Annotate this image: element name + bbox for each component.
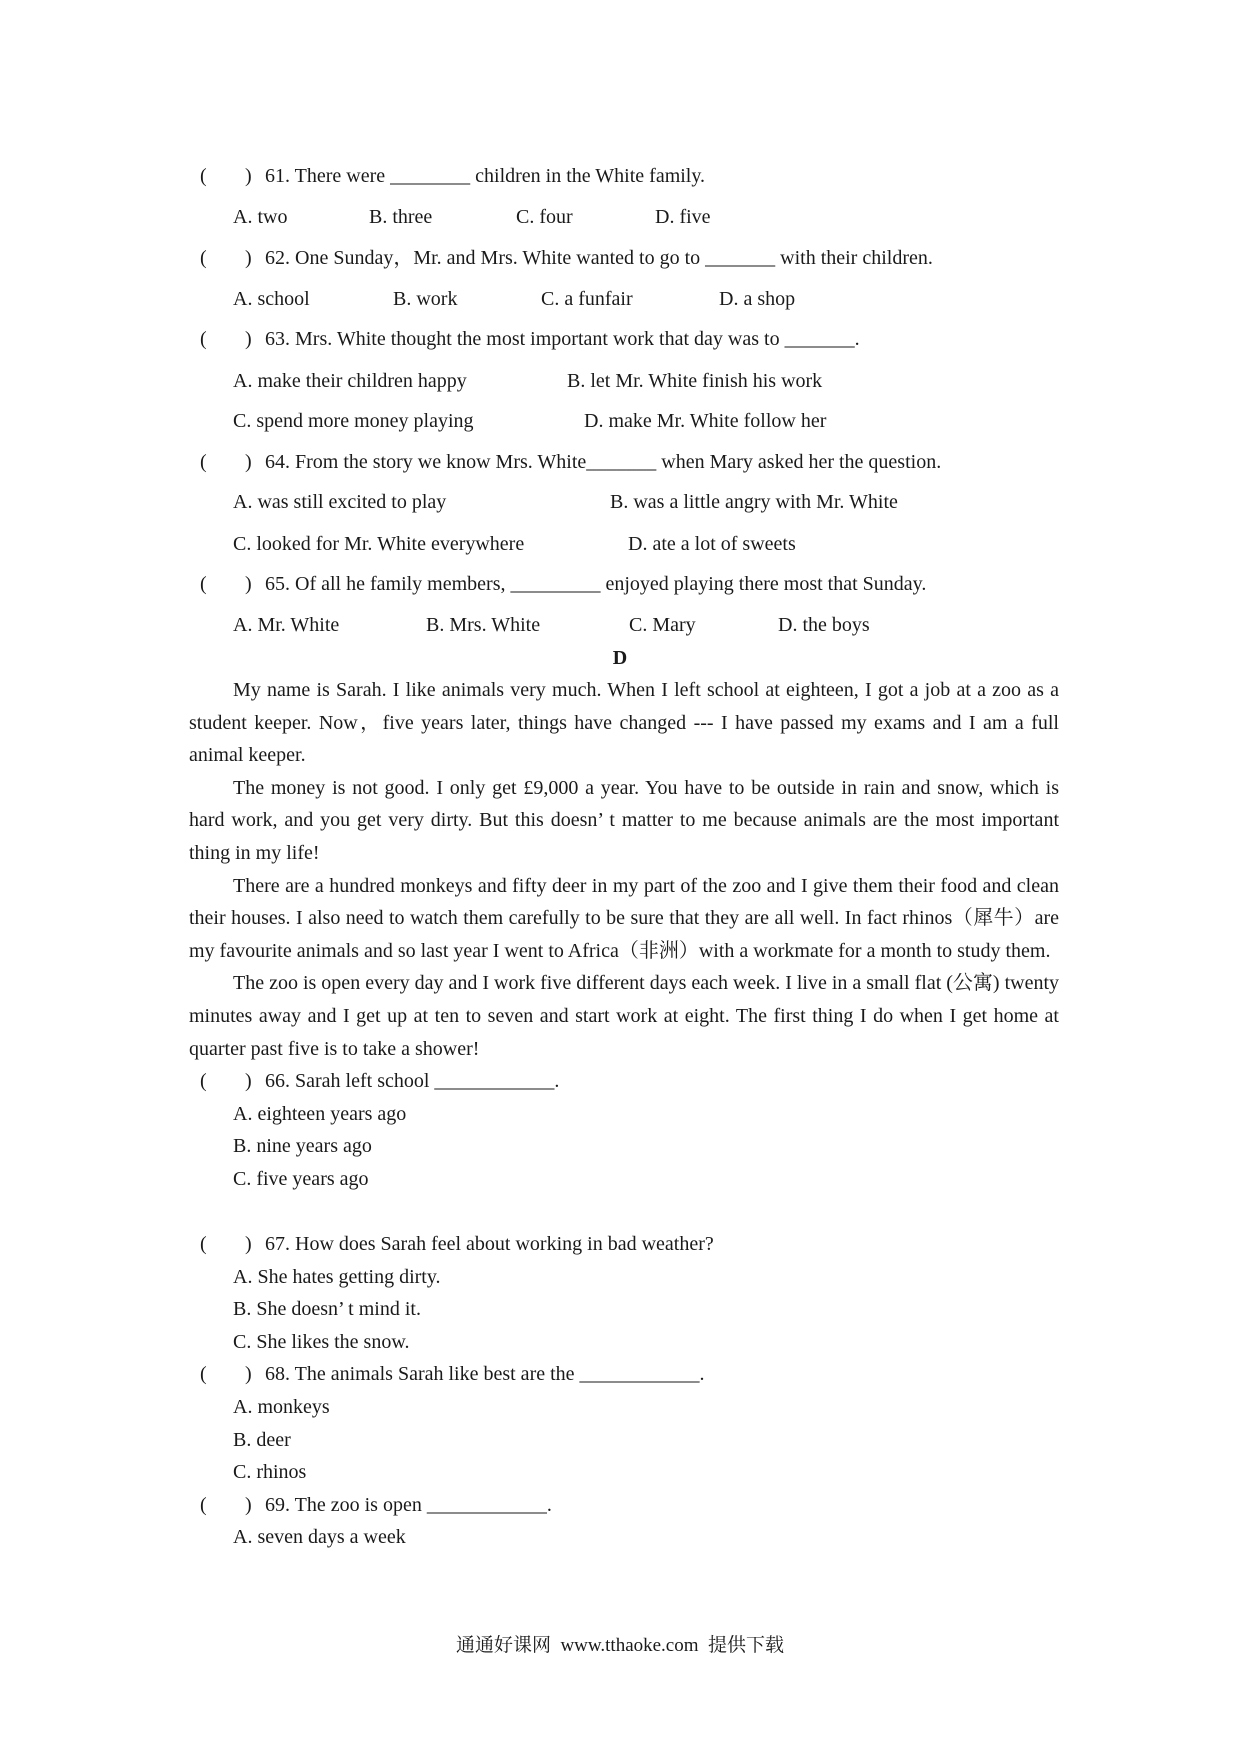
option-b: B. let Mr. White finish his work <box>567 370 823 392</box>
question-64 <box>0 446 1240 478</box>
spacer <box>189 1196 1059 1229</box>
question-number: 68. <box>265 1363 290 1386</box>
answer-bracket-close: ) <box>245 1493 252 1516</box>
option-d: D. make Mr. White follow her <box>584 410 827 432</box>
question-69 <box>189 1489 1059 1522</box>
question-text <box>265 568 926 600</box>
option-d: D. five <box>655 206 711 228</box>
passage-paragraph: My name is Sarah. I like animals very much. When I left school at eighteen, I got a job at a zoo as a student keeper. Now，five years later, things have changed --- I have passed my exams and I am a full animal keeper. <box>189 679 1059 767</box>
option-d: D. a shop <box>719 288 796 310</box>
question-text <box>265 1228 714 1261</box>
option-d: D. ate a lot of sweets <box>628 533 796 555</box>
option-a: A. eighteen years ago <box>233 1102 407 1125</box>
question-text <box>265 323 860 355</box>
section-heading: D <box>612 647 628 669</box>
answer-bracket-open: ( <box>200 451 207 473</box>
question-stem: From the story we know Mrs. White_______ when Mary asked her the question. <box>295 451 942 473</box>
option-b: B. was a little angry with Mr. White <box>610 491 898 513</box>
option-c: C. a funfair <box>541 288 633 310</box>
question-63 <box>0 323 1240 355</box>
option-b: B. work <box>393 288 458 310</box>
answer-bracket-close: ) <box>245 247 252 269</box>
option-c: C. Mary <box>629 614 696 636</box>
question-stem: There were ________ children in the White family. <box>294 165 706 187</box>
options-62 <box>0 283 1240 315</box>
answer-bracket-close: ) <box>245 451 252 473</box>
answer-bracket-close: ) <box>245 165 252 187</box>
question-number: 62. <box>265 247 290 269</box>
question-stem: The zoo is open ____________. <box>294 1493 552 1516</box>
answer-bracket-open: ( <box>200 1363 207 1386</box>
option-b: B. Mrs. White <box>426 614 541 636</box>
option-b: B. deer <box>233 1428 291 1451</box>
answer-bracket-close: ) <box>245 328 252 350</box>
question-number: 61. <box>265 165 290 187</box>
answer-bracket-open: ( <box>200 247 207 269</box>
question-62 <box>0 242 1240 274</box>
question-65 <box>0 568 1240 600</box>
option-a: A. seven days a week <box>233 1526 406 1549</box>
options-64-row-1 <box>0 486 1240 518</box>
page-footer: 通通好课网 www.tthaoke.com 提供下载 <box>455 1635 785 1656</box>
option-a: A. She hates getting dirty. <box>233 1265 441 1288</box>
question-number: 69. <box>265 1493 290 1516</box>
question-61 <box>0 160 1240 192</box>
question-stem: The animals Sarah like best are the ____________. <box>294 1363 705 1386</box>
passage-paragraph: The zoo is open every day and I work five different days each week. I live in a small flat (公寓) twenty minutes away and I get up at ten to seven and start work at eight. The first thing I do when I get home at quarter past five is to take a shower! <box>189 972 1060 1060</box>
passage-paragraph: The money is not good. I only get £9,000 a year. You have to be outside in rain and snow, which is hard work, and you get very dirty. But this doesn’ t matter to me because animals are the most important thing in my life! <box>189 776 1059 864</box>
answer-bracket-open: ( <box>200 1070 207 1093</box>
question-number: 65. <box>265 573 290 595</box>
question-66 <box>189 1065 1059 1098</box>
question-text <box>265 1489 552 1522</box>
question-text <box>265 446 941 478</box>
question-number: 66. <box>265 1070 290 1093</box>
question-text <box>265 1065 559 1098</box>
options-63-row-1 <box>0 365 1240 397</box>
question-number: 63. <box>265 328 290 350</box>
answer-bracket-open: ( <box>200 328 207 350</box>
option-a: A. school <box>233 288 310 310</box>
option-c: C. four <box>516 206 573 228</box>
option-d: D. the boys <box>778 614 870 636</box>
option-c: C. rhinos <box>233 1461 307 1484</box>
question-text <box>265 1358 705 1391</box>
reading-section-d <box>189 674 1059 1554</box>
question-68 <box>189 1358 1059 1391</box>
option-a: A. monkeys <box>233 1396 330 1419</box>
option-c: C. looked for Mr. White everywhere <box>233 533 525 555</box>
question-stem: One Sunday，Mr. and Mrs. White wanted to go to _______ with their children. <box>295 247 933 269</box>
answer-bracket-open: ( <box>200 573 207 595</box>
question-text <box>265 242 933 274</box>
options-64-row-2 <box>0 528 1240 560</box>
answer-bracket-close: ) <box>245 1233 252 1256</box>
question-stem: How does Sarah feel about working in bad weather? <box>295 1233 714 1256</box>
option-b: B. She doesn’ t mind it. <box>233 1298 421 1321</box>
answer-bracket-close: ) <box>245 1070 252 1093</box>
answer-bracket-open: ( <box>200 165 207 187</box>
question-text <box>265 160 705 192</box>
option-a: A. was still excited to play <box>233 491 447 513</box>
answer-bracket-open: ( <box>200 1233 207 1256</box>
option-a: A. two <box>233 206 288 228</box>
options-65 <box>0 609 1240 641</box>
answer-bracket-open: ( <box>200 1493 207 1516</box>
question-number: 64. <box>265 451 290 473</box>
question-stem: Sarah left school ____________. <box>295 1070 560 1093</box>
question-67 <box>189 1228 1059 1261</box>
option-b: B. three <box>369 206 433 228</box>
option-c: C. five years ago <box>233 1167 369 1190</box>
options-63-row-2 <box>0 405 1240 437</box>
option-b: B. nine years ago <box>233 1135 372 1158</box>
options-61 <box>0 201 1240 233</box>
question-number: 67. <box>265 1233 290 1256</box>
answer-bracket-close: ) <box>245 1363 252 1386</box>
passage-paragraph: There are a hundred monkeys and fifty deer in my part of the zoo and I give them their food and clean their houses. I also need to watch them carefully to be sure that they are all well. In fact rhinos（犀牛）are my favourite animals and so last year I went to Africa（非洲）with a workmate for a month to study them. <box>189 874 1059 962</box>
question-stem: Mrs. White thought the most important work that day was to _______. <box>295 328 860 350</box>
option-c: C. spend more money playing <box>233 410 474 432</box>
option-c: C. She likes the snow. <box>233 1330 410 1353</box>
question-stem: Of all he family members, _________ enjoyed playing there most that Sunday. <box>295 573 927 595</box>
answer-bracket-close: ) <box>245 573 252 595</box>
option-a: A. make their children happy <box>233 370 467 392</box>
option-a: A. Mr. White <box>233 614 340 636</box>
